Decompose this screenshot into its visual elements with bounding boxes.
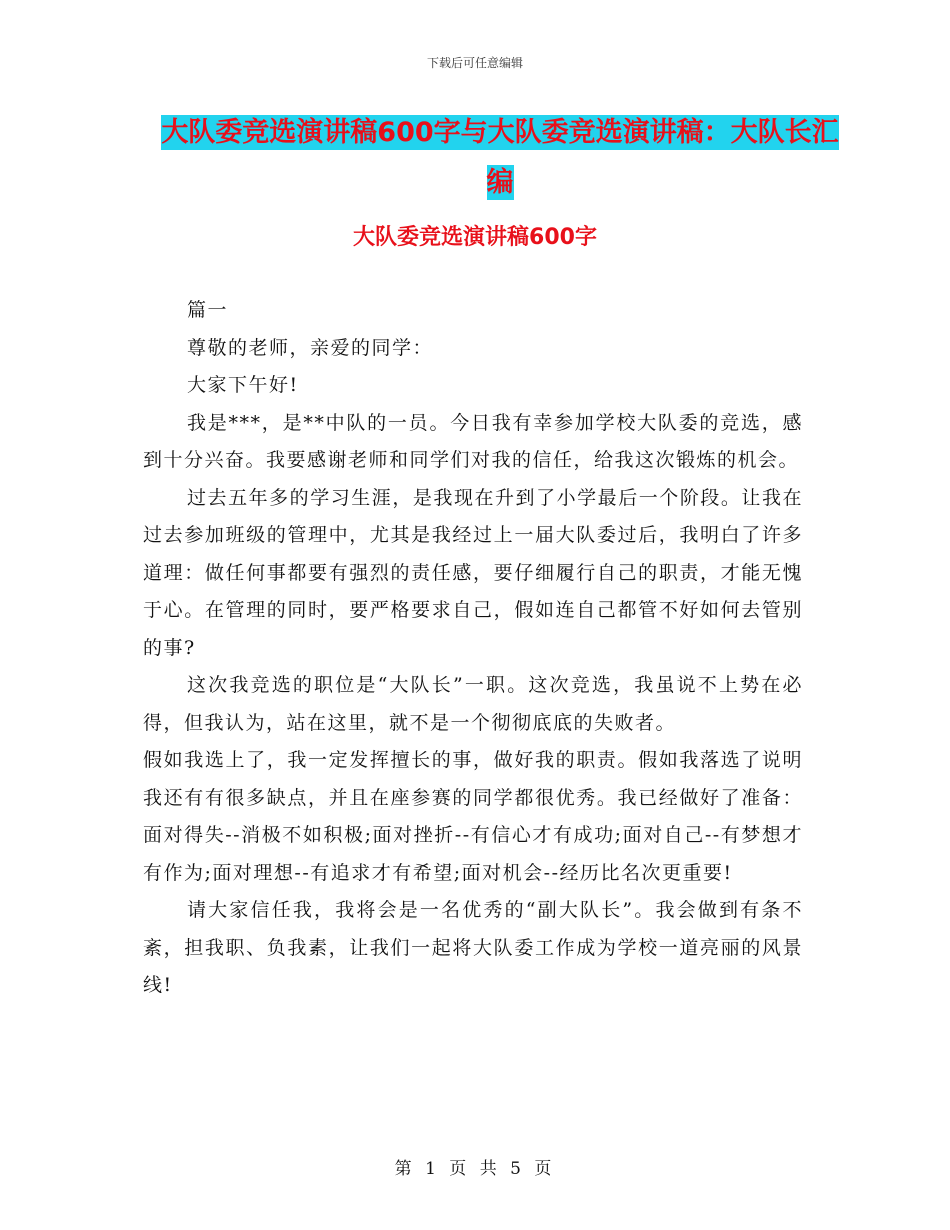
paragraph-section-label: 篇一: [187, 299, 229, 321]
paragraph-commitment: 假如我选上了，我一定发挥擅长的事，做好我的职责。假如我落选了说明我还有有很多缺点，并且在座参赛的同学都很优秀。我已经做好了准备：面对得失--消极不如积极;面对挫折--有信心才有成功;面对自己--有梦想才有作为;面对理想--有追求才有希望;面对机会--经历比名次更重要!: [143, 749, 803, 884]
section-title: 大队委竞选演讲稿600字: [353, 225, 597, 250]
paragraph-experience: 过去五年多的学习生涯，是我现在升到了小学最后一个阶段。让我在过去参加班级的管理中，尤其是我经过上一届大队委过后，我明白了许多道理：做任何事都要有强烈的责任感，要仔细履行自己的职责，才能无愧于心。在管理的同时，要严格要求自己，假如连自己都管不好如何去管别的事?: [143, 486, 803, 659]
paragraph-closing: 请大家信任我，我将会是一名优秀的“副大队长”。我会做到有条不紊，担我职、负我素，让我们一起将大队委工作成为学校一道亮丽的风景线!: [143, 899, 803, 996]
document-title: [150, 108, 850, 208]
paragraph-position: 这次我竞选的职位是“大队长”一职。这次竞选，我虽说不上势在必得，但我认为，站在这里，就不是一个彻彻底底的失败者。: [143, 674, 803, 734]
speech-body: [143, 292, 803, 1005]
header-note: 下载后可任意编辑: [426, 56, 523, 70]
paragraph-salutation: 尊敬的老师，亲爱的同学：: [187, 336, 434, 359]
document-title-text: 大队委竞选演讲稿600字与大队委竞选演讲稿：大队长汇编: [161, 117, 839, 198]
paragraph-greeting: 大家下午好!: [187, 374, 299, 396]
paragraph-introduction: 我是***，是**中队的一员。今日我有幸参加学校大队委的竞选，感到十分兴奋。我要感谢老师和同学们对我的信任，给我这次锻炼的机会。: [143, 411, 803, 471]
page-number: 第 1 页 共 5 页: [394, 1159, 556, 1179]
